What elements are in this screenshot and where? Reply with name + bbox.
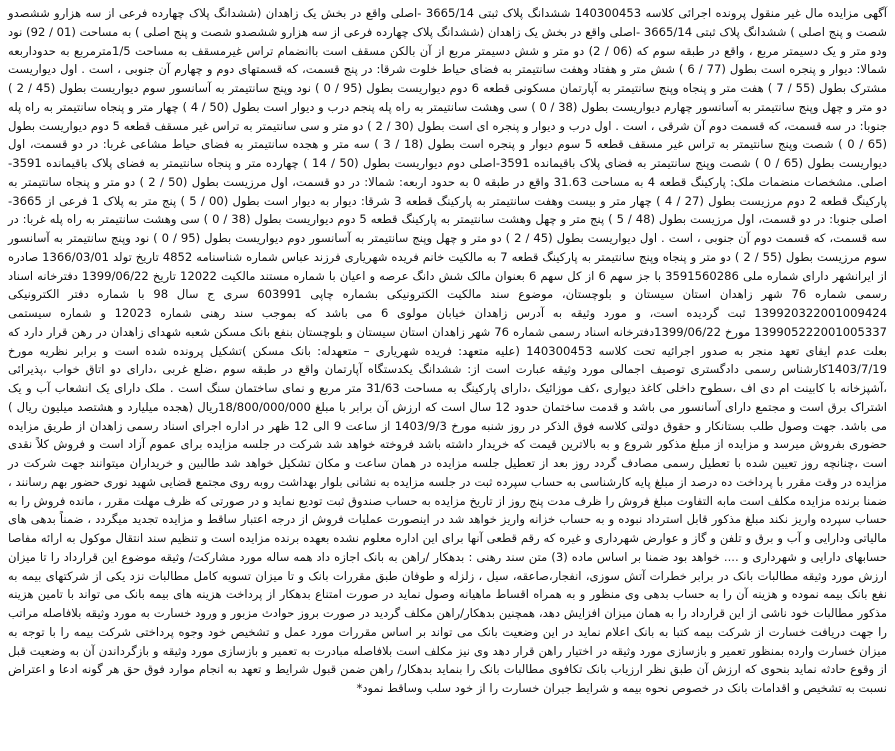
auction-notice-body: آگهی مزایده مال غیر منقول پرونده اجرائی کلاسه 140300453 ششدانگ پلاک ثبتی 3665/14 -اصلی واقع در بخش یک زاهدان (ششدانگ پلاک چهارده فرعی از سه هزارو ششصدو شصت و پنج اصلی ) ششدانگ پلاک ثبتی 3665/14 -اصلی واقع در بخش یک زاهدان (ششدانگ پلاک چهارده فرعی از سه هزارو ششصدو شصت و پنج اصلی ) به مساحت (01 / 92) نود ودو متر و یک دسیمتر مربع ، واقع در طبقه سوم که (06 / 2) دو متر و شش دسیمتر مربع از آن بالکن مسقف است باانضمام تراس غیرمسقف به مساحت 1/5مترمربع به حدوداربعه شمالا: دیوار و پنجره است بطول (77 / 6 ) شش متر و هفتاد وهفت سانتیمتر به فضای حیاط خلوت شرقا: در پنج قسمت، که قسمتهای دوم و چهارم آن جنوبی ، است . اول دیواریست مشترک بطول (55 / 7 ) هفت متر و پنجاه وپنج سانتیمتر به آپارتمان مسکونی قطعه 6 دوم دیواریست بطول (95 / 0 ) نود وپنج سانتیمتر به آسانسور سوم دیواریست بطول (45 / 2 ) دو متر و چهل وپنج سانتیمتر به آسانسور چهارم دیواریست بطول (38 / 0 ) سی وهشت سانتیمتر به راه پله پنجم درب و دیوار است بطول (50 / 4 ) چهار متر و پنجاه سانتیمتر به راه پله جنوبا: در سه قسمت، که قسمت دوم آن شرقی ، است . اول درب و دیوار و پنجره ای است بطول (30 / 2 ) دو متر و سی سانتیمتر به تراس غیر مسقف قطعه 5 دوم دیواریست بطول (65 / 0 ) شصت وپنج سانتیمتر به تراس غیر مسقف قطعه 5 سوم دیوار و پنجره است بطول (18 / 3 ) سه متر و هجده سانتیمتر به فضای حیاط مشاعی غربا: در دو قسمت، اول دیواریست بطول (65 / 0 ) شصت وپنج سانتیمتر به فضای پلاک باقیمانده 3591-اصلی دوم دیواریست بطول (50 / 14 ) چهارده متر و پنجاه سانتیمتر به فضای پلاک باقیمانده 3591-اصلی. مشخصات منضمات ملک: پارکینگ قطعه 4 به مساحت 31.63 واقع در طبقه 0 به حدود اربعه: شمالا: در دو قسمت، اول مرزیست بطول (50 / 2 ) دو متر و پنجاه سانتیمتر به پارکینگ قطعه 2 دوم مرزیست بطول (27 / 4 ) چهار متر و بیست وهفت سانتیمتر به پارکینگ قطعه 3 شرقا: دیوار به دیوار است بطول (00 / 5 ) پنج متر به پلاک 1 فرعی از 3665-اصلی جنوبا: در دو قسمت، اول مرزیست بطول (48 / 5 ) پنج متر و چهل وهشت سانتیمتر به پارکینگ قطعه 5 دوم دیواریست بطول (38 / 0 ) سی وهشت سانتیمتر به راه پله غربا: در سه قسمت، که قسمت دوم آن جنوبی ، است . اول دیواریست بطول (45 / 2 ) دو متر و چهل وپنج سانتیمتر به آسانسور دوم دیواریست بطول (95 / 0 ) نود وپنج سانتیمتر به آسانسور سوم مرزیست بطول (55 / 2 ) دو متر و پنجاه وپنج سانتیمتر به پارکینگ قطعه 7 به مالکیت خانم فریده شهریاری فرزند عباس شماره شناسنامه 4852 تاریخ تولد 1366/03/01 صادره از ایرانشهر دارای شماره ملی 3591560286 با جز سهم 6 از کل سهم 6 بعنوان مالک شش دانگ عرصه و اعیان با شماره مستند مالکیت 12022 تاریخ 1399/06/22 دفترخانه اسناد رسمی شماره 76 شهر زاهدان استان سیستان و بلوچستان، موضوع سند مالکیت الکترونیکی بشماره چاپی 603991 سری ج سال 98 با شماره دفتر الکترونیکی 139920322001009424 ثبت گردیده است، و مورد وثیقه به آدرس زاهدان خیابان مولوی 6 می باشد که بموجب سند رهنی شماره 12023 و شماره سیستمی 139905222001005337 مورخ 1399/06/22دفترخانه اسناد رسمی شماره 76 شهر زاهدان استان سیستان و بلوچستان بنفع بانک مسکن شعبه شهدای زاهدان در رهن قرار دارد که بعلت عدم ایفای تعهد منجر به صدور اجرائیه تحت کلاسه 140300453 (علیه متعهد: فریده شهریاری – متعهدله: بانک مسکن )تشکیل پرونده شده است و برابر نظریه مورخ 1403/7/19کارشناس رسمی دادگستری توصیف اجمالی مورد وثیقه عبارت است از: ششدانگ یکدستگاه آپارتمان واقع در طبقه سوم ،ضلع غربی ،دارای دو اتاق خواب ،پذیرائی ،آشپزخانه با کابینت ام دی اف ،سطوح داخلی کاغذ دیواری ،کف موزائیک ،دارای پارکینگ به مساحت 31/63 متر مربع و نمای ساختمان سنگ است . ملک دارای یک انشعاب آب و یک اشتراک برق است و مجتمع دارای آسانسور می باشد و قدمت ساختمان حدود 12 سال است که ارزش آن برابر با مبلغ 18/800/000/000ریال (هجده میلیارد و هشتصد میلیون ریال ) می باشد. جهت وصول طلب بستانکار و حقوق دولتی کلاسه فوق الذکر در روز شنبه مورخ 1403/9/3 از ساعت 9 الی 12 ظهر در اداره اجرای اسناد رسمی زاهدان از طریق مزایده حضوری بفروش میرسد و مزایده از مبلغ مذکور شروع و به بالاترین قیمت که خریدار داشته باشد فروخته خواهد شد شرکت در جلسه مزایده برای عموم آزاد است و فروش کلاً نقدی است ،چنانچه روز تعیین شده با تعطیل رسمی مصادف گردد روز بعد از تعطیل جلسه مزایده در همان ساعت و مکان تشکیل خواهد شد طالبین و خریداران میتوانند جهت شرکت در مزایده در وقت مقرر با پرداخت ده درصد از مبلغ پایه کارشناسی به حساب سپرده ثبت در جلسه مزایده به نشانی بلوار بهداشت روبه روی مجتمع قضایی شهید نوری حضور بهم رسانند ، ضمنا برنده مزایده مکلف است مابه التفاوت مبلغ فروش را ظرف مدت پنج روز از تاریخ مزایده به حساب صندوق ثبت تودیع نماید و در صورتی که ظرف مهلت مقرر ، مانده فروش را به حساب سپرده واریز نکند مبلغ مذکور قابل استرداد نبوده و به حساب خزانه واریز خواهد شد در اینصورت عملیات فروش از درجه اعتبار ساقط و مزایده تجدید میگردد ، ضمناً بدهی های مالیاتی ودارایی و آب و برق و تلفن و گاز و عوارض شهرداری و غیره که رقم قطعی آنها برای این اداره معلوم نشده بعهده برنده مزایده است و تنظیم سند انتقال موکول به ارائه مفاصا حسابهای دارایی و شهرداری و .... خواهد بود ضمنا بر اساس ماده (3) متن سند رهنی : بدهکار /راهن به بانک اجازه داد همه ساله مورد مشارکت/ وثیقه موضوع این قرارداد را تا میزان ارزش مورد وثیقه مطالبات بانک در برابر خطرات آتش سوزی، انفجار،صاعقه، سیل ، زلزله و طوفان طبق مقررات بانک و تا میزان تسویه کامل مطالبات نزد یکی از شرکتهای بیمه به نفع بانک بیمه نموده و هزینه آن را به حساب بدهی وی منظور و به همراه اقساط ماهیانه وصول نماید در صورت امتناع بدهکار از پرداخت هزینه های بیمه بانک می تواند با تامین هزینه مذکور مطالبات خود ناشی از این قرارداد را به همان میزان افزایش دهد، همچنین بدهکار/راهن مکلف گردید در صورت بروز حوادث مزبور و ورود خسارت به مورد وثیقه بلافاصله مراتب را جهت دریافت خسارت از شرکت بیمه کتبا به بانک اعلام نماید در این وضعیت بانک می تواند بر اساس مقررات مورد عمل و تشخیص خود وجوه پرداختی شرکت بیمه را با توجه به میزان خسارت وارده بمنظور تعمیر و بازسازی مورد وثیقه در اختیار راهن قرار دهد وی نیز مکلف است بلافاصله مبادرت به تعمیر و بازسازی مورد وثیقه و بازگرداندن آن به وضعیت قبل از وقوع حادثه نماید بنحوی که ارزش آن طبق نظر ارزیاب بانک تکافوی مطالبات بانک را بنماید بدهکار/ راهن ضمن قبول شرایط و تعهد به انجام موارد فوق حق هر گونه ادعا و اعتراض نسبت به تشخیص و اقدامات بانک در خصوص نحوه بیمه و شرایط جبران خسارت را از خود سلب وساقط نمود* [7,6,888,695]
